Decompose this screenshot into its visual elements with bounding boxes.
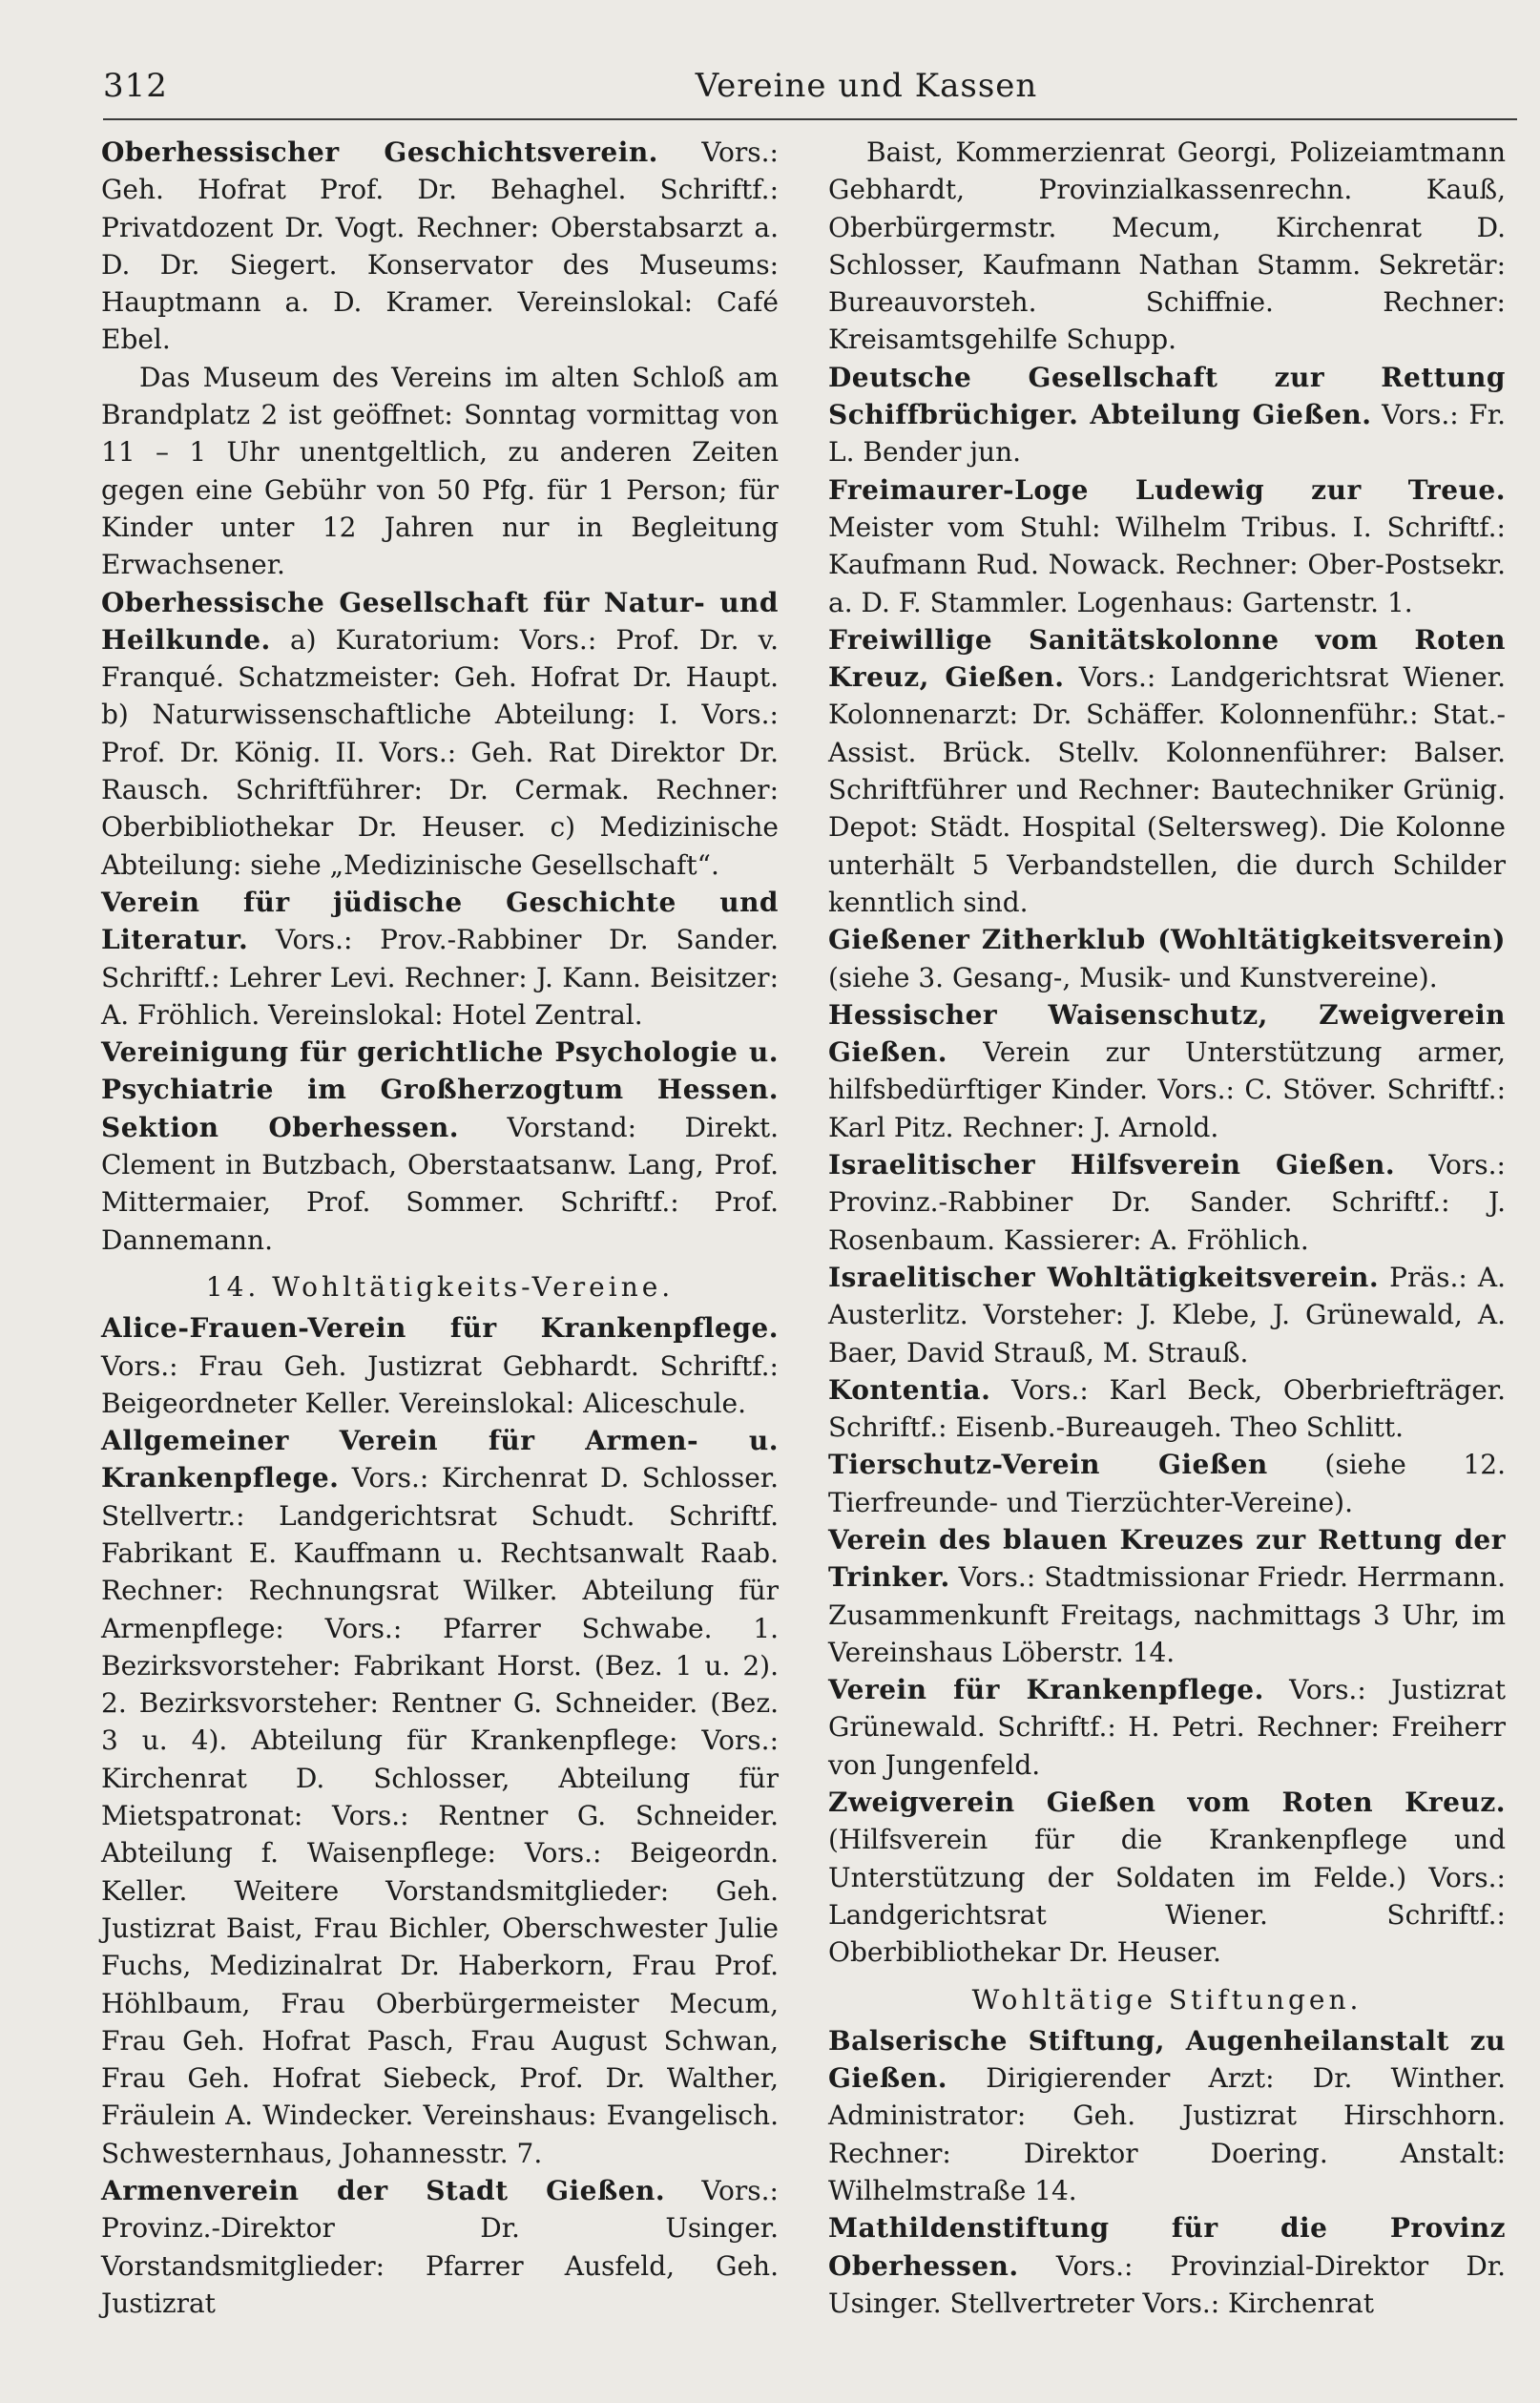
entry-name: Alice-Frauen-Verein für Krankenpflege. bbox=[101, 1312, 779, 1345]
entry-text: Vors.: Provinzial-Direktor Dr. Usinger. Stellvertreter Vors.: Kirchenrat bbox=[828, 2249, 1506, 2319]
entry bbox=[101, 359, 779, 584]
entry-name: Oberhessische Gesellschaft für Natur- und Heilkunde. bbox=[101, 586, 779, 656]
entry bbox=[828, 621, 1506, 921]
left-column bbox=[101, 134, 779, 2322]
entry bbox=[828, 359, 1506, 471]
entry-text: Vors.: Prov.-Rabbiner Dr. Sander. Schriftf.: Lehrer Levi. Rechner: J. Kann. Beisitzer: A. Fröhlich. Vereinslokal: Hotel Zentral. bbox=[101, 924, 779, 1031]
right-entries-b bbox=[828, 2022, 1506, 2322]
entry-name: Zweigverein Gießen vom Roten Kreuz. bbox=[828, 1787, 1506, 1819]
entry-text: Dirigierender Arzt: Dr. Winther. Administrator: Geh. Justizrat Hirschhorn. Rechner: Direktor Doering. Anstalt: Wilhelmstraße 14. bbox=[828, 2062, 1506, 2207]
entry bbox=[828, 1784, 1506, 1971]
entry-name: Gießener Zitherklub (Wohltätigkeitsverein) bbox=[828, 924, 1506, 956]
right-entries-a bbox=[828, 134, 1506, 1972]
section-heading-stiftungen: Wohltätige Stiftungen. bbox=[971, 1983, 1363, 2016]
entry-name: Israelitischer Wohltätigkeitsverein. bbox=[828, 1261, 1380, 1293]
entry-text: (siehe 3. Gesang-, Musik- und Kunstvereine). bbox=[828, 961, 1438, 993]
entry-name: Verein des blauen Kreuzes zur Rettung der Trinker. bbox=[828, 1523, 1506, 1594]
page-header bbox=[103, 61, 1513, 115]
entry-text: Präs.: A. Austerlitz. Vorsteher: J. Klebe, J. Grünewald, A. Baer, David Strauß, M. Strauß. bbox=[828, 1261, 1506, 1369]
entry bbox=[101, 1422, 779, 2172]
entry bbox=[828, 471, 1506, 621]
entry bbox=[828, 1671, 1506, 1784]
entry-name: Verein für jüdische Geschichte und Literatur. bbox=[101, 886, 779, 956]
entry-name: Allgemeiner Verein für Armen- u. Krankenpflege. bbox=[101, 1425, 779, 1494]
entry-text: Vors.: Frau Geh. Justizrat Gebhardt. Schriftf.: Beigeordneter Keller. Vereinslokal: Aliceschule. bbox=[101, 1349, 779, 1419]
entry-text: (Hilfsverein für die Krankenpflege und Unterstützung der Soldaten im Felde.) Vors.: Landgerichtsrat Wiener. Schriftf.: Oberbibliothekar Dr. Heuser. bbox=[828, 1824, 1506, 1969]
entry bbox=[828, 996, 1506, 1146]
entry-text: Vors.: Karl Beck, Oberbriefträger. Schriftf.: Eisenb.-Bureaugeh. Theo Schlitt. bbox=[828, 1373, 1506, 1444]
entry-name: Mathildenstiftung für die Provinz Oberhessen. bbox=[828, 2212, 1506, 2282]
entry bbox=[828, 1259, 1506, 1371]
entry-text: Baist, Kommerzienrat Georgi, Polizeiamtmann Gebhardt, Provinzialkassenrechn. Kauß, Oberbürgermstr. Mecum, Kirchenrat D. Schlosser, Kaufmann Nathan Stamm. Sekretär: Bureauvorsteh. Schiffnie. Rechner: Kreisamtsgehilfe Schupp. bbox=[828, 136, 1506, 356]
entry-text: Vors.: Kirchenrat D. Schlosser. Stellvertr.: Landgerichtsrat Schudt. Schriftf. Fabrikant E. Kauffmann u. Rechtsanwalt Raab. Rechner: Rechnungsrat Wilker. Abteilung für Armenpflege: Vors.: Pfarrer Schwabe. 1. Bezirksvorsteher: Fabrikant Horst. (Bez. 1 u. 2). 2. Bezirksvorsteher: Rentner G. Schneider. (Bez. 3 u. 4). Abteilung für Krankenpflege: Vors.: Kirchenrat D. Schlosser, Abteilung für Mietspatronat: Vors.: Rentner G. Schneider. Abteilung f. Waisenpflege: Vors.: Beigeordn. Keller. Weitere Vorstandsmitglieder: Geh. Justizrat Baist, Frau Bichler, Oberschwester Julie Fuchs, Medizinalrat Dr. Haberkorn, Frau Prof. Höhlbaum, Frau Oberbürgermeister Mecum, Frau Geh. Hofrat Pasch, Frau August Schwan, Frau Geh. Hofrat Siebeck, Prof. Dr. Walther, Fräulein A. Windecker. Vereinshaus: Evangelisch. Schwesternhaus, Johannesstr. 7. bbox=[101, 1462, 779, 2169]
entry-name: Balserische Stiftung, Augenheilanstalt zu Gießen. bbox=[828, 2024, 1506, 2095]
entry-text: Vors.: Geh. Hofrat Prof. Dr. Behaghel. Schriftf.: Privatdozent Dr. Vogt. Rechner: Oberstabsarzt a. D. Dr. Siegert. Konservator des Museums: Hauptmann a. D. Kramer. Vereinslokal: Café Ebel. bbox=[101, 136, 779, 356]
section-heading-wohltaetigkeit: 14. Wohltätigkeits-Vereine. bbox=[205, 1270, 675, 1303]
entry-text: a) Kuratorium: Vors.: Prof. Dr. v. Franqué. Schatzmeister: Geh. Hofrat Dr. Haupt. b) Naturwissenschaftliche Abteilung: I. Vors.: Prof. Dr. König. II. Vors.: Geh. Rat Direktor Dr. Rausch. Schriftführer: Dr. Cermak. Rechner: Oberbibliothekar Dr. Heuser. c) Medizinische Abteilung: siehe „Medizinische Gesellschaft“. bbox=[101, 623, 780, 881]
entry-text: Vorstand: Direkt. Clement in Butzbach, Oberstaatsanw. Lang, Prof. Mittermaier, Prof. Sommer. Schriftf.: Prof. Dannemann. bbox=[101, 1111, 779, 1256]
page-number: 312 bbox=[103, 67, 168, 105]
entry bbox=[828, 1446, 1506, 1521]
running-title: Vereine und Kassen bbox=[695, 67, 1038, 105]
entry-text: Vors.: Stadtmissionar Friedr. Herrmann. Zusammenkunft Freitags, nachmittags 3 Uhr, im Vereinshaus Löberstr. 14. bbox=[828, 1561, 1506, 1668]
entry-text: Das Museum des Vereins im alten Schloß am Brandplatz 2 ist geöffnet: Sonntag vormittag von 11 – 1 Uhr unentgeltlich, zu anderen Zeiten gegen eine Gebühr von 50 Pfg. für 1 Person; für Kinder unter 12 Jahren nur in Begleitung Erwachsener. bbox=[101, 361, 779, 581]
entry-name: Vereinigung für gerichtliche Psychologie u. Psychiatrie im Großherzogtum Hessen. Sektion Oberhessen. bbox=[101, 1036, 779, 1143]
entry-name: Kontentia. bbox=[828, 1373, 991, 1406]
entry bbox=[101, 884, 779, 1034]
entry bbox=[828, 1146, 1506, 1259]
entry bbox=[828, 921, 1506, 996]
entry-name: Hessischer Waisenschutz, Zweigverein Gießen. bbox=[828, 998, 1506, 1069]
right-column bbox=[828, 134, 1506, 2322]
entry-text: Vors.: Landgerichtsrat Wiener. Kolonnenarzt: Dr. Schäffer. Kolonnenführ.: Stat.-Assist. Brück. Stellv. Kolonnenführer: Balser. Schriftführer und Rechner: Bautechniker Grünig. Depot: Städt. Hospital (Seltersweg). Die Kolonne unterhält 5 Verbandstellen, die durch Schilder kenntlich sind. bbox=[828, 661, 1507, 918]
header-rule bbox=[103, 118, 1517, 120]
entry-text: Vors.: Provinz.-Direktor Dr. Usinger. Vorstandsmitglieder: Pfarrer Ausfeld, Geh. Justizrat bbox=[101, 2175, 779, 2319]
entry-name: Freimaurer-Loge Ludewig zur Treue. bbox=[828, 473, 1506, 506]
entry bbox=[101, 584, 779, 884]
entry bbox=[101, 134, 779, 359]
entry-name: Freiwillige Sanitätskolonne vom Roten Kreuz, Gießen. bbox=[828, 623, 1506, 694]
entry bbox=[828, 1521, 1506, 1671]
left-entries-a bbox=[101, 134, 779, 1259]
entry bbox=[828, 2022, 1506, 2209]
entry-name: Armenverein der Stadt Gießen. bbox=[101, 2175, 666, 2207]
entry-text: Vors.: Provinz.-Rabbiner Dr. Sander. Schriftf.: J. Rosenbaum. Kassierer: A. Fröhlich. bbox=[828, 1149, 1506, 1256]
entry bbox=[101, 1034, 779, 1259]
entry-text: Verein zur Unterstützung armer, hilfsbedürftiger Kinder. Vors.: C. Stöver. Schriftf.: Karl Pitz. Rechner: J. Arnold. bbox=[828, 1036, 1506, 1143]
entry-text: Vors.: Justizrat Grünewald. Schriftf.: H. Petri. Rechner: Freiherr von Jungenfeld. bbox=[828, 1674, 1506, 1781]
entry-text: Vors.: Fr. L. Bender jun. bbox=[828, 399, 1506, 469]
entry-text: Meister vom Stuhl: Wilhelm Tribus. I. Schriftf.: Kaufmann Rud. Nowack. Rechner: Ober-Postsekr. a. D. F. Stammler. Logenhaus: Gartenstr. 1. bbox=[828, 511, 1506, 618]
entry-name: Israelitischer Hilfsverein Gießen. bbox=[828, 1149, 1396, 1181]
entry-name: Oberhessischer Geschichtsverein. bbox=[101, 136, 658, 168]
entry-name: Tierschutz-Verein Gießen bbox=[828, 1449, 1268, 1481]
entry bbox=[101, 1309, 779, 1422]
entry-name: Verein für Krankenpflege. bbox=[828, 1674, 1264, 1706]
entry bbox=[828, 134, 1506, 359]
entry-name: Deutsche Gesellschaft zur Rettung Schiffbrüchiger. Abteilung Gießen. bbox=[828, 361, 1506, 431]
entry bbox=[101, 2172, 779, 2322]
entry bbox=[828, 1371, 1506, 1447]
left-entries-b bbox=[101, 1309, 779, 2322]
entry-text: (siehe 12. Tierfreunde- und Tierzüchter-Vereine). bbox=[828, 1449, 1506, 1518]
entry bbox=[828, 2209, 1506, 2322]
